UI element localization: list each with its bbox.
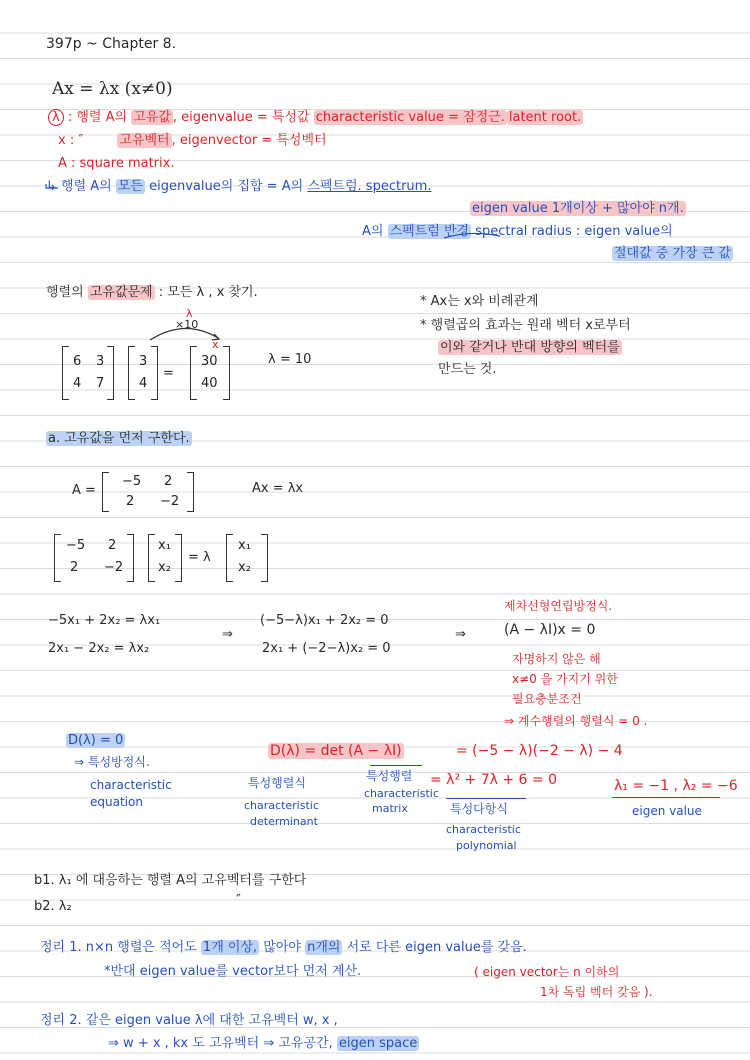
theorem-1-highlight-2: n개의	[307, 940, 341, 955]
section-b1: b1. λ₁ 에 대응하는 행렬 A의 고유벡터를 구한다	[34, 873, 307, 888]
eigen-roots: λ₁ = −1 , λ₂ = −6	[614, 778, 738, 794]
lambda-rest: , eigenvalue = 특성값	[172, 110, 310, 125]
note-effect: * 행렬곱의 효과는 원래 벡터 x로부터	[420, 318, 631, 333]
matrix-cell: 2	[126, 494, 135, 509]
vector-cell: x₂	[238, 560, 251, 575]
spectrum-term: 스펙트럼. spectrum.	[307, 179, 432, 194]
spectrum-mid: eigenvalue의 집합 = A의	[149, 179, 304, 194]
eigenproblem-highlight: 고유값문제	[89, 285, 153, 300]
theorem-2-text: 같은 eigen value λ에 대한 고유벡터 w, x ,	[85, 1013, 338, 1028]
poly-en1: characteristic	[446, 823, 521, 836]
arrow-x-label: x	[212, 338, 219, 351]
problem-rest: : 모든 λ , x 찾기.	[158, 285, 258, 300]
equals-sign: =	[163, 366, 174, 381]
vector-cell: x₂	[158, 560, 171, 575]
x-rest: , eigenvector = 특성벡터	[171, 133, 327, 148]
main-equation: Ax = λx (x≠0)	[52, 79, 173, 99]
note-direction-highlight: 이와 같거나 반대 방향의 벡터를	[440, 340, 620, 355]
det-label: 특성행렬식	[248, 776, 306, 790]
matrix-cell: 3	[96, 354, 105, 369]
matrix-cell: −2	[160, 494, 180, 509]
condition-line3: 필요충분조건	[512, 692, 582, 706]
vector-cell: 4	[139, 376, 148, 391]
char-polynomial: = λ² + 7λ + 6 = 0	[430, 772, 557, 788]
radius-prefix: A의	[362, 224, 384, 239]
homogeneous-title: 제차선형연립방정식.	[504, 599, 613, 613]
theorem-1-text-b: 많아야	[263, 940, 301, 955]
implies-arrow-1: ⇒	[222, 627, 233, 642]
theorem-1-text-c: 서로 다른 eigen value를 갖음.	[346, 940, 527, 955]
matrix-cell: 6	[73, 354, 82, 369]
poly-label: 특성다항식	[450, 802, 508, 816]
char-matrix-label: 특성행렬	[366, 769, 413, 783]
spectral-radius-highlight: 스펙트럼 반경	[389, 224, 470, 239]
char-matrix-en1: characteristic	[364, 787, 439, 800]
char-matrix-en2: matrix	[372, 802, 408, 815]
roots-label: eigen value	[632, 804, 702, 818]
theorem-2-label: 정리 2.	[40, 1013, 82, 1028]
system1-line2: 2x₁ − 2x₂ = λx₂	[48, 641, 150, 656]
theorem-1-label: 정리 1.	[40, 940, 82, 955]
lambda-text: : 행렬 A의	[67, 110, 128, 125]
lambda-mark: λ	[186, 307, 193, 320]
all-highlight: 모든	[117, 179, 143, 194]
a-equals-label: A =	[72, 483, 96, 498]
theorem-1-red-2: 1차 독립 벡터 갖음 ).	[540, 985, 653, 999]
vector-cell: 3	[139, 354, 148, 369]
theorem-1-red-1: ( eigen vector는 n 이하의	[474, 965, 620, 979]
system2-line1: (−5−λ)x₁ + 2x₂ = 0	[260, 613, 389, 628]
system2-line2: 2x₁ + (−2−λ)x₂ = 0	[262, 641, 391, 656]
radius-text: spectral radius : eigen value의	[475, 224, 673, 239]
matrix-cell: −5	[66, 538, 86, 553]
spectrum-note-text: eigen value 1개이상 + 많아야 n개.	[472, 201, 684, 216]
radius-line2-text: 절대값 중 가장 큰 값	[614, 246, 731, 261]
det-en1: characteristic	[244, 799, 319, 812]
note-make: 만드는 것.	[438, 362, 497, 377]
matrix-cell: 2	[70, 560, 79, 575]
lambda-ten: λ = 10	[268, 352, 312, 367]
eigenvalue-highlight: 고유값	[133, 110, 171, 125]
vector-cell: 30	[201, 354, 218, 369]
section-a-heading-text: a. 고유값을 먼저 구한다.	[48, 431, 190, 446]
eigen-space-highlight: eigen space	[338, 1036, 418, 1051]
char-equation-en2: equation	[90, 795, 143, 809]
condition-line4: ⇒ 계수행렬의 행렬식 = 0 .	[504, 714, 648, 728]
matrix-cell: 2	[164, 474, 173, 489]
eigenvector-highlight: 고유벡터	[119, 133, 170, 148]
det-lhs-highlight: D(λ) = det (A − λI)	[270, 743, 402, 759]
theorem-1-text-a: n×n 행렬은 적어도	[85, 940, 197, 955]
theorem-2-line2-text: ⇒ w + x , kx 도 고유벡터 ⇒ 고유공간,	[108, 1036, 333, 1051]
spectrum-arrow-icon	[46, 184, 58, 188]
system1-line1: −5x₁ + 2x₂ = λx₁	[48, 613, 161, 628]
equals-lambda: = λ	[188, 550, 211, 565]
implies-arrow-2: ⇒	[455, 627, 466, 642]
vector-cell: x₁	[238, 538, 251, 553]
det-en2: determinant	[250, 815, 318, 828]
note-proportional: * Ax는 x와 비례관계	[420, 294, 539, 309]
matrix-cell: 2	[108, 538, 117, 553]
matrix-cell: 7	[96, 376, 105, 391]
a-definition: A : square matrix.	[58, 156, 175, 171]
vector-cell: 40	[201, 376, 218, 391]
characteristic-value-highlight: characteristic value = 잠정근.	[315, 110, 505, 125]
times-arrow-icon	[150, 328, 218, 340]
latent-root-highlight: latent root.	[508, 110, 582, 125]
poly-en2: polynomial	[456, 839, 517, 852]
det-rhs: = (−5 − λ)(−2 − λ) − 4	[456, 743, 623, 759]
condition-line1: 자명하지 않은 해	[512, 652, 601, 666]
matrix-cell: −2	[104, 560, 124, 575]
section-b2-ditto: ″	[236, 893, 241, 908]
condition-line2: x≠0 을 가지기 위한	[512, 672, 618, 686]
lambda-symbol: λ	[48, 109, 64, 126]
char-equation-en1: characteristic	[90, 778, 172, 792]
homogeneous-equation: (A − λI)x = 0	[504, 622, 596, 638]
char-equation-note: ⇒ 특성방정식.	[74, 755, 150, 769]
page-title: 397p ~ Chapter 8.	[46, 36, 177, 52]
matrix-cell: −5	[122, 474, 142, 489]
spectrum-prefix: ↳ 행렬 A의	[46, 179, 112, 194]
problem-prefix: 행렬의	[46, 285, 84, 300]
matrix-cell: 4	[73, 376, 82, 391]
section-b2: b2. λ₂	[34, 899, 72, 914]
theorem-1-highlight: 1개 이상,	[202, 940, 258, 955]
radius-underline-icon	[444, 233, 500, 238]
theorem-1-note: *반대 eigen value를 vector보다 먼저 계산.	[104, 964, 362, 979]
x-text: x : ″	[58, 133, 84, 148]
vector-cell: x₁	[158, 538, 171, 553]
d-lambda-highlight: D(λ) = 0	[68, 733, 124, 748]
times-ten-label: ×10	[175, 318, 199, 331]
ax-lambda-x: Ax = λx	[252, 481, 304, 496]
